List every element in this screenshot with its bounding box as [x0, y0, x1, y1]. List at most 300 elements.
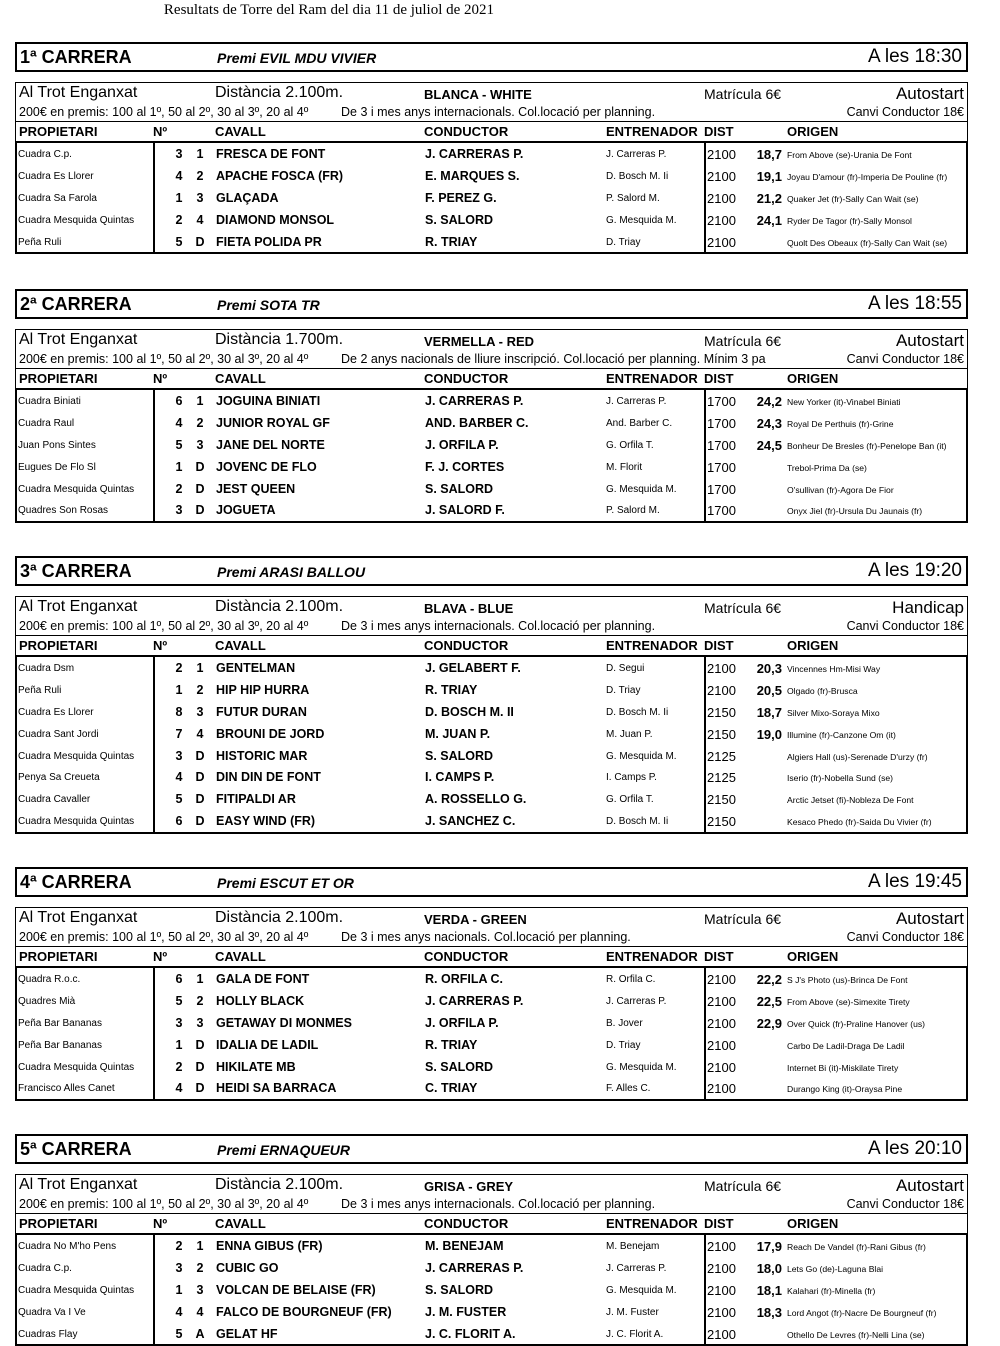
position-cell: 4	[196, 212, 204, 227]
race-conditions: De 3 i mes anys internacionals. Col.locació per planning.	[341, 105, 656, 119]
horse-cell: HIKILATE MB	[216, 1059, 296, 1074]
table-row	[17, 1323, 966, 1345]
horse-cell: JOGUINA BINIATI	[216, 394, 321, 408]
distance-cell: 2150	[707, 726, 736, 742]
column-header-row	[15, 121, 968, 141]
origin-cell: Trebol-Prima Da (se)	[787, 462, 867, 473]
column-header-num: Nº	[153, 949, 168, 964]
distance-cell: 1700	[707, 459, 736, 475]
number-cell: 4	[175, 1304, 183, 1319]
driver-cell: J. ORFILA P.	[425, 437, 499, 452]
horse-cell: CUBIC GO	[216, 1260, 279, 1275]
table-row	[17, 1077, 966, 1099]
race-start-type: Autostart	[895, 84, 964, 103]
position-cell: 2	[196, 682, 204, 697]
race-prize: Premi EVIL MDU VIVIER	[217, 50, 377, 66]
column-header-owner: PROPIETARI	[19, 638, 98, 653]
driver-cell: A. ROSSELLO G.	[425, 792, 527, 807]
owner-cell: Quadres Son Rosas	[18, 505, 109, 517]
trainer-cell: M. Florit	[606, 461, 643, 473]
distance-cell: 1700	[707, 415, 736, 431]
time-cell: 19,1	[756, 168, 782, 184]
origin-cell: Reach De Vandel (fr)-Rani Gibus (fr)	[787, 1242, 926, 1252]
origin-cell: New Yorker (it)-Vinabel Biniati	[787, 397, 901, 407]
owner-cell: Cuadra Cavaller	[18, 794, 91, 806]
owner-cell: Eugues De Flo Sl	[18, 461, 96, 473]
owner-cell: Cuadra Mesquida Quintas	[18, 483, 135, 495]
column-header-owner: PROPIETARI	[19, 371, 98, 386]
runners-table	[15, 1233, 968, 1346]
distance-cell: 1700	[707, 394, 736, 409]
time-cell: 21,2	[756, 190, 782, 206]
horse-cell: JEST QUEEN	[216, 481, 296, 496]
race-start-type: Autostart	[895, 909, 964, 928]
race-type: Al Trot Enganxat	[19, 331, 138, 348]
horse-cell: JANE DEL NORTE	[216, 437, 325, 452]
number-cell: 1	[175, 1282, 183, 1297]
number-cell: 2	[175, 661, 183, 675]
horse-cell: FUTUR DURAN	[216, 704, 307, 719]
trainer-cell: D. Segui	[606, 663, 645, 674]
owner-cell: Peña Bar Bananas	[18, 1017, 102, 1029]
time-cell: 17,9	[756, 1239, 782, 1254]
horse-cell: IDALIA DE LADIL	[216, 1037, 319, 1052]
race-start-type: Autostart	[895, 331, 964, 350]
race-distance: Distància 1.700m.	[215, 331, 344, 348]
race-distance: Distància 2.100m.	[215, 598, 344, 615]
number-cell: 1	[175, 459, 183, 474]
owner-cell: Cuadra Es Llorer	[18, 706, 94, 718]
origin-cell: Othello De Levres (fr)-Nelli Lina (se)	[787, 1329, 925, 1340]
race-start-type: Autostart	[895, 1176, 964, 1195]
column-header-driver: CONDUCTOR	[424, 1216, 509, 1231]
race-time: A les 19:20	[867, 560, 962, 581]
horse-cell: HISTORIC MAR	[216, 748, 308, 763]
race-color: GRISA - GREY	[424, 1179, 514, 1194]
runners-table	[15, 655, 968, 834]
race-color: VERDA - GREEN	[424, 912, 527, 927]
table-row	[17, 1257, 966, 1279]
table-row	[17, 745, 966, 767]
table-row	[17, 187, 966, 209]
distance-cell: 1700	[707, 437, 736, 453]
column-header-origin: ORIGEN	[787, 1216, 839, 1231]
table-row	[17, 1279, 966, 1301]
time-cell: 18,3	[756, 1304, 782, 1320]
owner-cell: Juan Pons Sintes	[18, 439, 96, 451]
page-title: Resultats de Torre del Ram del dia 11 de juliol de 2021	[163, 2, 495, 18]
column-header-dist: DIST	[704, 1216, 734, 1231]
origin-cell: Quaker Jet (fr)-Sally Can Wait (se)	[787, 193, 919, 204]
race-time: A les 20:10	[867, 1138, 962, 1159]
position-cell: 1	[196, 147, 204, 161]
column-header-horse: CAVALL	[215, 371, 266, 386]
horse-cell: DIAMOND MONSOL	[216, 212, 335, 227]
race-number: 1ª CARRERA	[20, 47, 132, 67]
driver-cell: J. SALORD F.	[425, 503, 505, 518]
number-cell: 3	[175, 1260, 183, 1275]
owner-cell: Cuadra Dsm	[18, 663, 75, 674]
column-header-dist: DIST	[704, 371, 734, 386]
race-distance: Distància 2.100m.	[215, 84, 344, 101]
race-registration-fee: Matrícula 6€	[704, 600, 782, 616]
distance-cell: 2150	[707, 792, 736, 808]
runners-table	[15, 388, 968, 523]
race-color: VERMELLA - RED	[424, 334, 535, 349]
position-cell: 1	[196, 1239, 204, 1253]
owner-cell: Cuadra Mesquida Quintas	[18, 1061, 135, 1073]
race-number: 4ª CARRERA	[20, 872, 132, 892]
race-prize: Premi ERNAQUEUR	[217, 1142, 351, 1158]
driver-cell: R. TRIAY	[425, 234, 478, 249]
number-cell: 2	[175, 1239, 183, 1253]
position-cell: D	[195, 792, 205, 807]
race-prize: Premi ARASI BALLOU	[217, 564, 366, 580]
driver-cell: E. MARQUES S.	[425, 168, 520, 183]
distance-cell: 2100	[707, 1282, 736, 1298]
position-cell: D	[195, 770, 205, 785]
time-cell: 18,7	[756, 704, 782, 720]
number-cell: 1	[175, 682, 183, 697]
horse-cell: HEIDI SA BARRACA	[216, 1081, 337, 1096]
time-cell: 22,5	[756, 993, 782, 1009]
race-start-type: Handicap	[892, 598, 964, 617]
race-distance: Distància 2.100m.	[215, 1176, 344, 1193]
time-cell: 24,5	[756, 437, 782, 453]
owner-cell: Cuadra Es Llorer	[18, 170, 94, 182]
column-header-origin: ORIGEN	[787, 638, 839, 653]
number-cell: 1	[175, 190, 183, 205]
race-type: Al Trot Enganxat	[19, 909, 138, 926]
column-header-num: Nº	[153, 638, 168, 653]
number-cell: 5	[175, 792, 183, 807]
time-cell: 24,1	[756, 212, 782, 228]
position-cell: 3	[196, 704, 204, 719]
position-cell: 2	[196, 415, 204, 430]
race-registration-fee: Matrícula 6€	[704, 1178, 782, 1194]
race-color: BLAVA - BLUE	[424, 601, 514, 616]
number-cell: 5	[175, 234, 183, 249]
position-cell: D	[195, 459, 205, 474]
driver-cell: R. TRIAY	[425, 682, 478, 697]
trainer-cell: D. Triay	[606, 684, 641, 696]
race-number: 5ª CARRERA	[20, 1139, 132, 1159]
distance-cell: 2100	[707, 1304, 736, 1320]
table-row	[17, 990, 966, 1012]
column-header-dist: DIST	[704, 638, 734, 653]
race-driver-change-fee: Canvi Conductor 18€	[846, 352, 964, 366]
race-conditions: De 3 i mes anys internacionals. Col.locació per planning.	[341, 619, 656, 633]
race-header	[15, 556, 968, 586]
driver-cell: R. TRIAY	[425, 1037, 478, 1052]
race-conditions: De 3 i mes anys nacionals. Col.locació per planning.	[341, 930, 631, 944]
owner-cell: Penya Sa Creueta	[18, 772, 100, 784]
trainer-cell: D. Bosch M. Ii	[606, 816, 669, 828]
owner-cell: Cuadra Sa Farola	[18, 192, 97, 204]
race-conditions: De 3 i mes anys internacionals. Col.locació per planning.	[341, 1197, 656, 1211]
trainer-cell: G. Mesquida M.	[606, 750, 677, 762]
driver-cell: J. CARRERAS P.	[425, 1260, 524, 1275]
table-row	[17, 1301, 966, 1323]
column-header-dist: DIST	[704, 949, 734, 964]
trainer-cell: G. Orfila T.	[606, 439, 654, 451]
position-cell: 3	[196, 1282, 204, 1297]
horse-cell: GALA DE FONT	[216, 972, 310, 986]
distance-cell: 1700	[707, 503, 736, 519]
position-cell: 1	[196, 394, 204, 408]
race-color: BLANCA - WHITE	[424, 87, 532, 102]
owner-cell: Peña Bar Bananas	[18, 1039, 102, 1051]
origin-cell: S J's Photo (us)-Brinca De Font	[787, 975, 908, 985]
race-number: 2ª CARRERA	[20, 294, 132, 314]
position-cell: 3	[196, 437, 204, 452]
number-cell: 2	[175, 212, 183, 227]
column-header-origin: ORIGEN	[787, 949, 839, 964]
number-cell: 5	[175, 437, 183, 452]
horse-cell: JOVENC DE FLO	[216, 459, 317, 474]
distance-cell: 2100	[707, 661, 736, 676]
column-header-row	[15, 1213, 968, 1233]
number-cell: 6	[175, 972, 183, 986]
owner-cell: Cuadra Mesquida Quintas	[18, 1284, 135, 1296]
driver-cell: J. ORFILA P.	[425, 1015, 499, 1030]
driver-cell: D. BOSCH M. II	[425, 704, 514, 719]
table-row	[17, 412, 966, 434]
time-cell: 24,3	[756, 415, 782, 431]
number-cell: 8	[175, 704, 183, 719]
distance-cell: 2100	[707, 972, 736, 987]
column-header-driver: CONDUCTOR	[424, 638, 509, 653]
origin-cell: Royal De Perthuis (fr)-Grine	[787, 418, 894, 429]
driver-cell: J. M. FUSTER	[425, 1304, 507, 1319]
runners-table	[15, 141, 968, 254]
race-conditions: De 2 anys nacionals de lliure inscripció. Col.locació per planning. Mínim 3 pa	[341, 352, 766, 366]
column-header-trainer: ENTRENADOR	[606, 949, 698, 964]
driver-cell: S. SALORD	[425, 481, 494, 496]
origin-cell: Kesaco Phedo (fr)-Saida Du Vivier (fr)	[787, 817, 932, 828]
horse-cell: GELAT HF	[216, 1326, 278, 1341]
horse-cell: FITIPALDI AR	[216, 792, 296, 807]
driver-cell: AND. BARBER C.	[425, 415, 529, 430]
number-cell: 7	[175, 726, 183, 741]
table-row	[17, 766, 966, 788]
table-row	[17, 165, 966, 187]
time-cell: 18,1	[756, 1282, 782, 1298]
distance-cell: 2100	[707, 993, 736, 1009]
owner-cell: Cuadra Mesquida Quintas	[18, 816, 135, 828]
column-header-trainer: ENTRENADOR	[606, 1216, 698, 1231]
column-header-driver: CONDUCTOR	[424, 949, 509, 964]
driver-cell: I. CAMPS P.	[425, 770, 495, 785]
race-info	[15, 1174, 968, 1213]
race-registration-fee: Matrícula 6€	[704, 86, 782, 102]
driver-cell: S. SALORD	[425, 212, 494, 227]
number-cell: 4	[175, 168, 183, 183]
driver-cell: J. SANCHEZ C.	[425, 814, 516, 829]
origin-cell: Over Quick (fr)-Praline Hanover (us)	[787, 1018, 926, 1029]
distance-cell: 2125	[707, 770, 736, 786]
column-header-trainer: ENTRENADOR	[606, 638, 698, 653]
distance-cell: 2100	[707, 1059, 736, 1075]
column-header-horse: CAVALL	[215, 949, 266, 964]
trainer-cell: D. Bosch M. Ii	[606, 170, 669, 182]
race-driver-change-fee: Canvi Conductor 18€	[846, 105, 964, 119]
owner-cell: Cuadra C.p.	[18, 149, 72, 160]
owner-cell: Cuadra Sant Jordi	[18, 728, 99, 740]
number-cell: 5	[175, 1326, 183, 1341]
column-header-dist: DIST	[704, 124, 734, 139]
origin-cell: O'sullivan (fr)-Agora De Fior	[787, 484, 894, 495]
owner-cell: Cuadra Raul	[18, 417, 75, 429]
driver-cell: S. SALORD	[425, 1282, 494, 1297]
trainer-cell: R. Orfila C.	[606, 974, 656, 985]
position-cell: D	[195, 1037, 205, 1052]
column-header-horse: CAVALL	[215, 124, 266, 139]
distance-cell: 2100	[707, 1260, 736, 1276]
owner-cell: Francisco Alles Canet	[18, 1083, 115, 1095]
horse-cell: GETAWAY DI MONMES	[216, 1015, 352, 1030]
column-header-driver: CONDUCTOR	[424, 371, 509, 386]
position-cell: D	[195, 234, 205, 249]
column-header-origin: ORIGEN	[787, 124, 839, 139]
trainer-cell: M. Benejam	[606, 1241, 660, 1252]
distance-cell: 2100	[707, 212, 736, 228]
driver-cell: R. ORFILA C.	[425, 972, 504, 986]
race-prize-money: 200€ en premis: 100 al 1º, 50 al 2º, 30 al 3º, 20 al 4º	[19, 105, 309, 119]
column-header-num: Nº	[153, 371, 168, 386]
driver-cell: C. TRIAY	[425, 1081, 478, 1096]
table-row	[17, 657, 966, 679]
position-cell: D	[195, 814, 205, 829]
race-time: A les 19:45	[867, 871, 962, 892]
race-type: Al Trot Enganxat	[19, 1176, 138, 1193]
position-cell: 1	[196, 972, 204, 986]
position-cell: D	[195, 1059, 205, 1074]
column-header-owner: PROPIETARI	[19, 949, 98, 964]
owner-cell: Cuadra Biniati	[18, 396, 81, 407]
time-cell: 20,3	[756, 661, 782, 676]
horse-cell: HIP HIP HURRA	[216, 682, 310, 697]
origin-cell: Olgado (fr)-Brusca	[787, 685, 858, 696]
column-header-owner: PROPIETARI	[19, 1216, 98, 1231]
number-cell: 3	[175, 748, 183, 763]
position-cell: 3	[196, 190, 204, 205]
origin-cell: Internet Bi (it)-Miskilate Tirety	[787, 1062, 899, 1073]
position-cell: 2	[196, 168, 204, 183]
position-cell: 2	[196, 993, 204, 1008]
race-prize-money: 200€ en premis: 100 al 1º, 50 al 2º, 30 al 3º, 20 al 4º	[19, 619, 309, 633]
race-info	[15, 596, 968, 635]
trainer-cell: M. Juan P.	[606, 728, 653, 740]
owner-cell: Cuadra Mesquida Quintas	[18, 750, 135, 762]
trainer-cell: G. Mesquida M.	[606, 214, 677, 226]
horse-cell: GENTELMAN	[216, 661, 296, 675]
race-header	[15, 289, 968, 319]
race-driver-change-fee: Canvi Conductor 18€	[846, 619, 964, 633]
owner-cell: Cuadra Mesquida Quintas	[18, 214, 135, 226]
position-cell: 1	[196, 661, 204, 675]
horse-cell: JUNIOR ROYAL GF	[216, 415, 330, 430]
column-header-driver: CONDUCTOR	[424, 124, 509, 139]
position-cell: 4	[196, 726, 204, 741]
origin-cell: Joyau D'amour (fr)-Imperia De Pouline (fr)	[787, 171, 948, 182]
position-cell: 3	[196, 1015, 204, 1030]
distance-cell: 2100	[707, 1015, 736, 1031]
number-cell: 3	[175, 1015, 183, 1030]
origin-cell: From Above (se)-Simexite Tirety	[787, 996, 910, 1007]
number-cell: 3	[175, 503, 183, 518]
owner-cell: Quadra R.o.c.	[18, 974, 81, 985]
origin-cell: Silver Mixo-Soraya Mixo	[787, 707, 880, 718]
trainer-cell: B. Jover	[606, 1017, 643, 1029]
number-cell: 4	[175, 1081, 183, 1096]
distance-cell: 2150	[707, 814, 736, 830]
position-cell: D	[195, 1081, 205, 1096]
horse-cell: FIETA POLIDA PR	[216, 234, 322, 249]
race-prize-money: 200€ en premis: 100 al 1º, 50 al 2º, 30 al 3º, 20 al 4º	[19, 1197, 309, 1211]
driver-cell: F. J. CORTES	[425, 459, 505, 474]
distance-cell: 2100	[707, 234, 736, 250]
trainer-cell: G. Orfila T.	[606, 794, 654, 806]
trainer-cell: P. Salord M.	[606, 505, 660, 517]
origin-cell: Lets Go (de)-Laguna Blai	[787, 1263, 884, 1274]
trainer-cell: D. Triay	[606, 236, 641, 248]
table-row	[17, 390, 966, 412]
table-row	[17, 679, 966, 701]
table-row	[17, 478, 966, 500]
origin-cell: From Above (se)-Urania De Font	[787, 150, 912, 160]
distance-cell: 2150	[707, 704, 736, 720]
column-header-horse: CAVALL	[215, 1216, 266, 1231]
trainer-cell: J. Carreras P.	[606, 396, 667, 407]
origin-cell: Algiers Hall (us)-Serenade D'urzy (fr)	[787, 751, 928, 762]
race-info	[15, 329, 968, 368]
origin-cell: Illumine (fr)-Canzone Om (it)	[787, 729, 896, 740]
column-header-row	[15, 368, 968, 388]
driver-cell: J. CARRERAS P.	[425, 147, 524, 161]
distance-cell: 2100	[707, 1326, 736, 1342]
trainer-cell: J. Carreras P.	[606, 1262, 667, 1274]
horse-cell: BROUNI DE JORD	[216, 726, 325, 741]
horse-cell: APACHE FOSCA (FR)	[216, 168, 344, 183]
horse-cell: VOLCAN DE BELAISE (FR)	[216, 1282, 376, 1297]
horse-cell: EASY WIND (FR)	[216, 814, 316, 829]
time-cell: 22,2	[756, 972, 782, 987]
horse-cell: ENNA GIBUS (FR)	[216, 1239, 323, 1253]
number-cell: 6	[175, 814, 183, 829]
table-row	[17, 434, 966, 456]
position-cell: 2	[196, 1260, 204, 1275]
position-cell: D	[195, 748, 205, 763]
driver-cell: F. PEREZ G.	[425, 190, 497, 205]
driver-cell: J. CARRERAS P.	[425, 394, 524, 408]
horse-cell: FRESCA DE FONT	[216, 147, 326, 161]
time-cell: 19,0	[756, 726, 782, 742]
race-time: A les 18:55	[867, 293, 962, 314]
race-header	[15, 42, 968, 72]
origin-cell: Lord Angot (fr)-Nacre De Bourgneuf (fr)	[787, 1307, 937, 1318]
table-row	[17, 810, 966, 832]
trainer-cell: G. Mesquida M.	[606, 1284, 677, 1296]
number-cell: 2	[175, 481, 183, 496]
distance-cell: 2100	[707, 147, 736, 162]
distance-cell: 2100	[707, 1239, 736, 1254]
driver-cell: J. GELABERT F.	[425, 661, 521, 675]
origin-cell: Arctic Jetset (fi)-Nobleza De Font	[787, 795, 914, 806]
race-number: 3ª CARRERA	[20, 561, 132, 581]
column-header-trainer: ENTRENADOR	[606, 371, 698, 386]
origin-cell: Bonheur De Bresles (fr)-Penelope Ban (it)	[787, 440, 947, 451]
